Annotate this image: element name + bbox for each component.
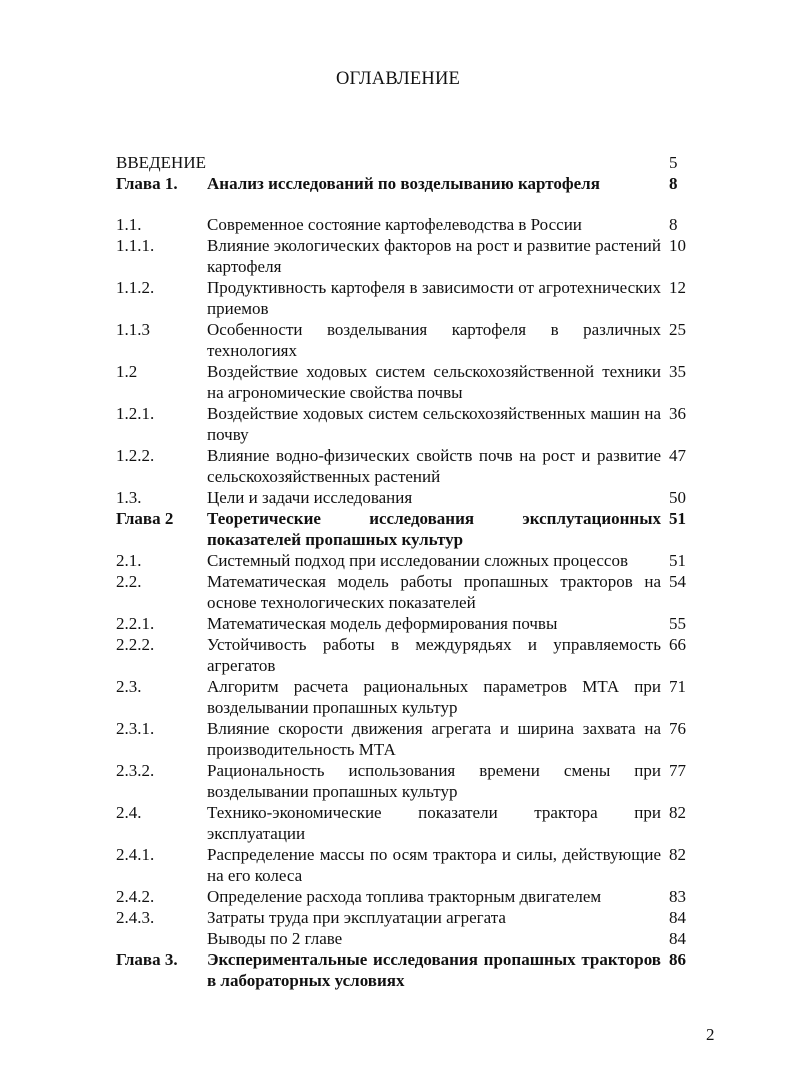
toc-entry — [116, 361, 696, 403]
toc-entry-title: Технико-экономические показатели трактора при эксплуатации — [207, 803, 661, 843]
toc-entry-page: 8 — [669, 215, 678, 234]
page-title: ОГЛАВЛЕНИЕ — [335, 69, 461, 89]
toc-entry-number: 2.3.1. — [116, 719, 155, 738]
toc-entry-page: 77 — [669, 761, 686, 780]
toc-entry-number: Глава 1. — [116, 174, 178, 193]
toc-entry-title: Влияние экологических факторов на рост и развитие растений картофеля — [207, 236, 661, 276]
toc-entry-page: 35 — [669, 362, 686, 381]
toc-entry-number: Глава 3. — [116, 950, 178, 969]
toc-entry-number: 2.2. — [116, 572, 142, 591]
toc-entry-number: 2.3. — [116, 677, 142, 696]
toc-entry-page: 82 — [669, 845, 686, 864]
toc-entry-title: Цели и задачи исследования — [207, 488, 413, 507]
toc-entry-title: Распределение массы по осям трактора и силы, действующие на его колеса — [207, 845, 661, 885]
toc-entry-page: 82 — [669, 803, 686, 822]
toc-entry-title: Экспериментальные исследования пропашных тракторов в лабораторных условиях — [207, 950, 661, 990]
toc-entry-page: 71 — [669, 677, 686, 696]
toc-entry-title: Системный подход при исследовании сложных процессов — [207, 551, 628, 570]
toc-entry-title: Воздействие ходовых систем сельскохозяйственной техники на агрономические свойства почвы — [207, 362, 661, 402]
toc-entry-title: ВВЕДЕНИЕ — [116, 153, 206, 172]
toc-entry — [116, 319, 696, 361]
toc-entry — [116, 844, 696, 886]
toc-entry — [116, 760, 696, 802]
toc-entry-title: Алгоритм расчета рациональных параметров МТА при возделывании пропашных культур — [207, 677, 661, 717]
toc-entry-page: 12 — [669, 278, 686, 297]
toc-entry-title: Современное состояние картофелеводства в России — [207, 215, 582, 234]
toc-entry-title: Влияние водно-физических свойств почв на рост и развитие сельскохозяйственных растений — [207, 446, 661, 486]
toc-entry-page: 25 — [669, 320, 686, 339]
toc-entry — [116, 173, 696, 194]
toc-entry-number: 2.4.1. — [116, 845, 155, 864]
toc-entry-page: 51 — [669, 551, 686, 570]
table-of-contents — [116, 152, 696, 991]
toc-entry-page: 66 — [669, 635, 686, 654]
toc-entry — [116, 403, 696, 445]
toc-entry — [116, 152, 696, 173]
toc-entry-title: Выводы по 2 главе — [207, 929, 343, 948]
toc-entry-title: Теоретические исследования эксплутационных показателей пропашных культур — [207, 509, 661, 549]
toc-entry — [116, 907, 696, 928]
toc-entry-page: 51 — [669, 509, 686, 528]
toc-entry-number: 2.3.2. — [116, 761, 155, 780]
toc-entry-number: 1.2 — [116, 362, 138, 381]
toc-entry-title: Рациональность использования времени смены при возделывании пропашных культур — [207, 761, 661, 801]
page-number: 2 — [706, 1025, 715, 1044]
toc-entry-number: Глава 2 — [116, 509, 174, 528]
toc-entry-page: 54 — [669, 572, 686, 591]
toc-entry — [116, 445, 696, 487]
toc-entry-title: Анализ исследований по возделыванию картофеля — [207, 174, 600, 193]
toc-entry-page: 83 — [669, 887, 686, 906]
toc-entry-title: Определение расхода топлива тракторным двигателем — [207, 887, 602, 906]
toc-entry-page: 84 — [669, 908, 686, 927]
toc-entry — [116, 235, 696, 277]
toc-entry-title: Воздействие ходовых систем сельскохозяйственных машин на почву — [207, 404, 661, 444]
toc-entry-title: Устойчивость работы в междурядьях и управляемость агрегатов — [207, 635, 661, 675]
toc-entry — [116, 949, 696, 991]
toc-entry — [116, 508, 696, 550]
toc-entry-number: 1.1. — [116, 215, 142, 234]
toc-entry-page: 5 — [669, 153, 678, 172]
toc-entry-number: 1.2.2. — [116, 446, 155, 465]
toc-entry-title: Влияние скорости движения агрегата и ширина захвата на производительность МТА — [207, 719, 661, 759]
toc-entry — [116, 571, 696, 613]
toc-entry-page: 86 — [669, 950, 686, 969]
toc-entry-number: 2.1. — [116, 551, 142, 570]
toc-entry-page: 55 — [669, 614, 686, 633]
toc-entry — [116, 718, 696, 760]
toc-entry — [116, 277, 696, 319]
toc-entry-title: Математическая модель деформирования почвы — [207, 614, 558, 633]
toc-entry-page: 84 — [669, 929, 686, 948]
toc-entry — [116, 487, 696, 508]
toc-entry — [116, 550, 696, 571]
toc-entry — [116, 214, 696, 235]
toc-entry-title: Затраты труда при эксплуатации агрегата — [207, 908, 506, 927]
toc-entry-page: 10 — [669, 236, 686, 255]
toc-entry — [116, 613, 696, 634]
toc-entry-title: Продуктивность картофеля в зависимости от агротехнических приемов — [207, 278, 661, 318]
toc-entry-number: 2.2.2. — [116, 635, 155, 654]
toc-entry-number: 1.1.2. — [116, 278, 155, 297]
toc-entry — [116, 634, 696, 676]
toc-entry-page: 8 — [669, 174, 678, 193]
toc-entry — [116, 676, 696, 718]
toc-entry-number: 1.2.1. — [116, 404, 155, 423]
toc-entry-number: 1.1.3 — [116, 320, 150, 339]
toc-entry — [116, 928, 696, 949]
toc-entry-title: Математическая модель работы пропашных тракторов на основе технологических показателей — [207, 572, 661, 612]
toc-entry-title: Особенности возделывания картофеля в различных технологиях — [207, 320, 661, 360]
toc-entry — [116, 802, 696, 844]
toc-entry-page: 76 — [669, 719, 686, 738]
toc-entry-number: 2.4.3. — [116, 908, 155, 927]
toc-entry-number: 2.4. — [116, 803, 142, 822]
toc-entry-number: 1.1.1. — [116, 236, 155, 255]
toc-entry-page: 47 — [669, 446, 686, 465]
toc-entry-page: 36 — [669, 404, 686, 423]
toc-entry-number: 1.3. — [116, 488, 142, 507]
toc-entry — [116, 886, 696, 907]
toc-entry-page: 50 — [669, 488, 686, 507]
toc-entry-number: 2.2.1. — [116, 614, 155, 633]
toc-entry-number: 2.4.2. — [116, 887, 155, 906]
